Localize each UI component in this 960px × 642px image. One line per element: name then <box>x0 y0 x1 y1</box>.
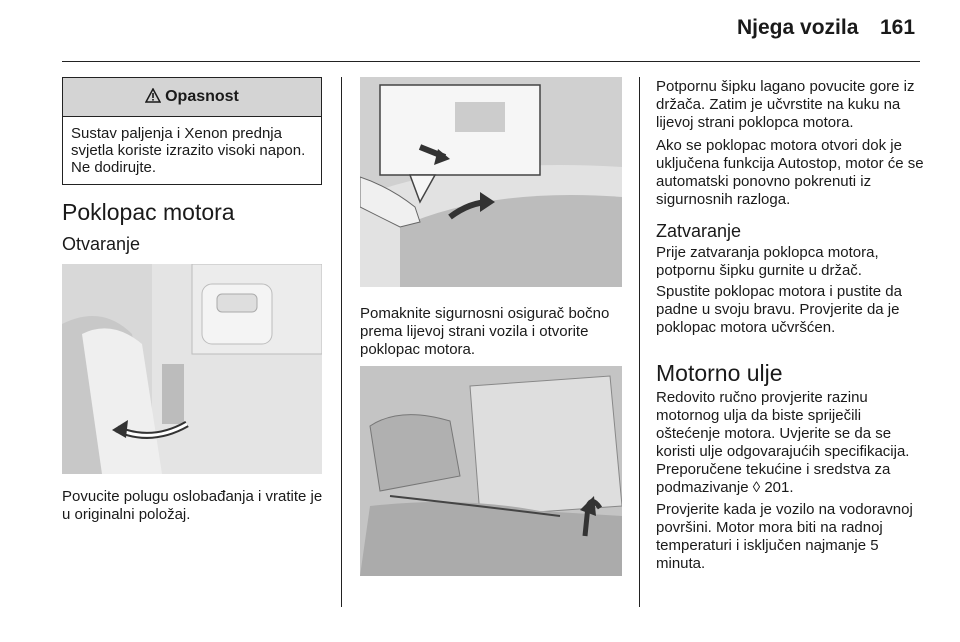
opening-subtitle: Otvaranje <box>62 234 141 254</box>
lever-figure <box>62 264 322 474</box>
oil-paragraph-text: Redovito ručno provjerite razinu motornog ulja da biste spriječili oštećenje motora. Uvjerite se da se koristi ulje odgovarajućih specifikacija. Preporučene tekućine i sredstva za podmazivanje <box>656 389 910 496</box>
page-reference-icon: ◊ <box>752 479 761 496</box>
warning-triangle-icon <box>145 80 161 118</box>
closing-subtitle: Zatvaranje <box>656 221 742 241</box>
header-page-number: 161 <box>880 16 916 39</box>
column-divider-1 <box>341 77 342 607</box>
column-divider-2 <box>639 77 640 607</box>
page-reference[interactable]: 201. <box>760 479 794 496</box>
hood-latch-figure <box>360 77 622 287</box>
oil-paragraph-1 <box>656 389 926 497</box>
lever-caption: Povucite polugu oslobađanja i vratite je u originalni položaj. <box>62 488 323 523</box>
autostop-paragraph: Ako se poklopac motora otvori dok je uključena funkcija Autostop, motor će se automatski ponovno pokrenuti iz sigurnosnih razloga. <box>656 137 924 208</box>
hood-latch-caption: Pomaknite sigurnosni osigurač bočno prema lijevoj strani vozila i otvorite poklopac motora. <box>360 305 610 358</box>
warning-box <box>62 77 322 185</box>
closing-paragraph-1: Prije zatvaranja poklopca motora, potpornu šipku gurnite u držač. <box>656 244 879 279</box>
engine-figure <box>360 366 622 576</box>
warning-header <box>63 78 321 117</box>
hood-section-title: Poklopac motora <box>62 199 235 225</box>
support-rod-paragraph: Potpornu šipku lagano povucite gore iz držača. Zatim je učvrstite na kuku na lijevoj strani poklopca motora. <box>656 78 915 131</box>
header-section-title: Njega vozila <box>737 16 859 39</box>
oil-section-title: Motorno ulje <box>656 360 783 386</box>
warning-text: Sustav paljenja i Xenon prednja svjetla koriste izrazito visoki napon. Ne dodirujte. <box>71 125 306 176</box>
oil-paragraph-2: Provjerite kada je vozilo na vodoravnoj površini. Motor mora biti na radnoj temperaturi i isključen najmanje 5 minuta. <box>656 501 913 572</box>
warning-title: Opasnost <box>165 88 239 105</box>
closing-paragraph-2: Spustite poklopac motora i pustite da padne u svoju bravu. Provjerite da je poklopac motora učvršćen. <box>656 283 902 336</box>
header-rule <box>62 61 920 62</box>
